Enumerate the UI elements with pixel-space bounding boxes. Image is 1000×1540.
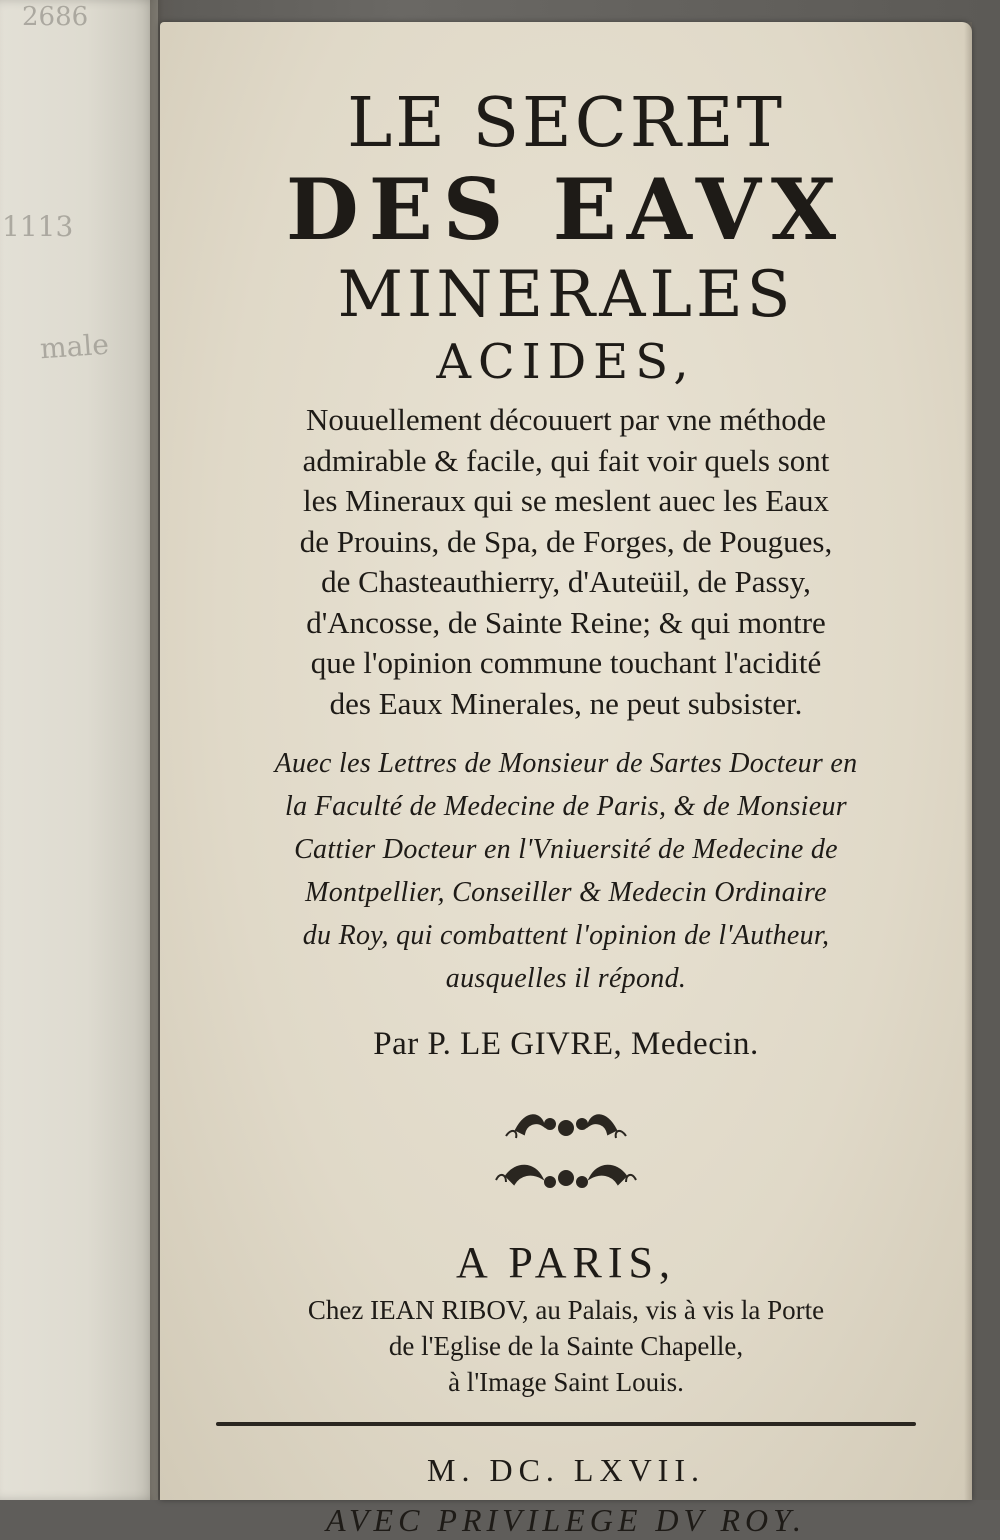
letters-line: Montpellier, Conseiller & Medecin Ordinaire xyxy=(305,877,827,908)
imprint-line: à l'Image Saint Louis. xyxy=(448,1367,684,1397)
author-line: Par P. LE GIVRE, Medecin. xyxy=(373,1026,759,1062)
title-page-content xyxy=(160,22,972,1540)
imprint-line: de l'Eglise de la Sainte Chapelle, xyxy=(388,1331,744,1361)
pencil-note: 2686 xyxy=(22,2,89,32)
title-line: DES EAVX xyxy=(285,160,847,259)
description-line: d'Ancosse, de Sainte Reine; & qui montre xyxy=(306,604,826,640)
description-line: des Eaux Minerales, ne peut subsister. xyxy=(329,685,803,721)
city-line: A PARIS, xyxy=(455,1238,677,1287)
publication-date: M. DC. LXVII. xyxy=(427,1452,705,1488)
pencil-note: 1113 xyxy=(2,210,74,243)
flyleaf-page xyxy=(0,0,158,1500)
description-line: de Prouins, de Spa, de Forges, de Pougues, xyxy=(299,523,833,559)
printer-ornament-icon xyxy=(466,1100,666,1210)
title-line: MINERALES xyxy=(337,258,795,332)
description-line: admirable & facile, qui fait voir quels sont xyxy=(302,442,830,478)
description-line: Nouuellement découuert par vne méthode xyxy=(306,402,826,437)
letters-line: la Faculté de Medecine de Paris, & de Monsieur xyxy=(285,791,847,822)
letters-line: du Roy, qui combattent l'opinion de l'Autheur, xyxy=(302,920,830,951)
title-line: LE SECRET xyxy=(347,84,785,163)
imprint-block xyxy=(160,1292,972,1400)
description-line: que l'opinion commune touchant l'acidité xyxy=(310,645,822,680)
title-line: ACIDES, xyxy=(436,334,696,390)
imprint-line: Chez IEAN RIBOV, au Palais, vis à vis la Porte xyxy=(307,1295,825,1325)
description-line: de Chasteauthierry, d'Auteüil, de Passy, xyxy=(321,564,811,599)
title-page xyxy=(160,22,972,1538)
letters-line: ausquelles il répond. xyxy=(445,963,687,994)
description-line: les Mineraux qui se meslent auec les Eaux xyxy=(303,483,829,518)
royal-privilege: AVEC PRIVILEGE DV ROY. xyxy=(326,1502,806,1538)
pencil-note: male xyxy=(38,327,110,366)
letters-line: Cattier Docteur en l'Vniuersité de Medecine de xyxy=(294,834,838,865)
description-block xyxy=(160,400,972,724)
divider-rule xyxy=(216,1422,916,1426)
letters-line: Auec les Lettres de Monsieur de Sartes Docteur en xyxy=(274,748,858,779)
letters-block xyxy=(160,742,972,1000)
